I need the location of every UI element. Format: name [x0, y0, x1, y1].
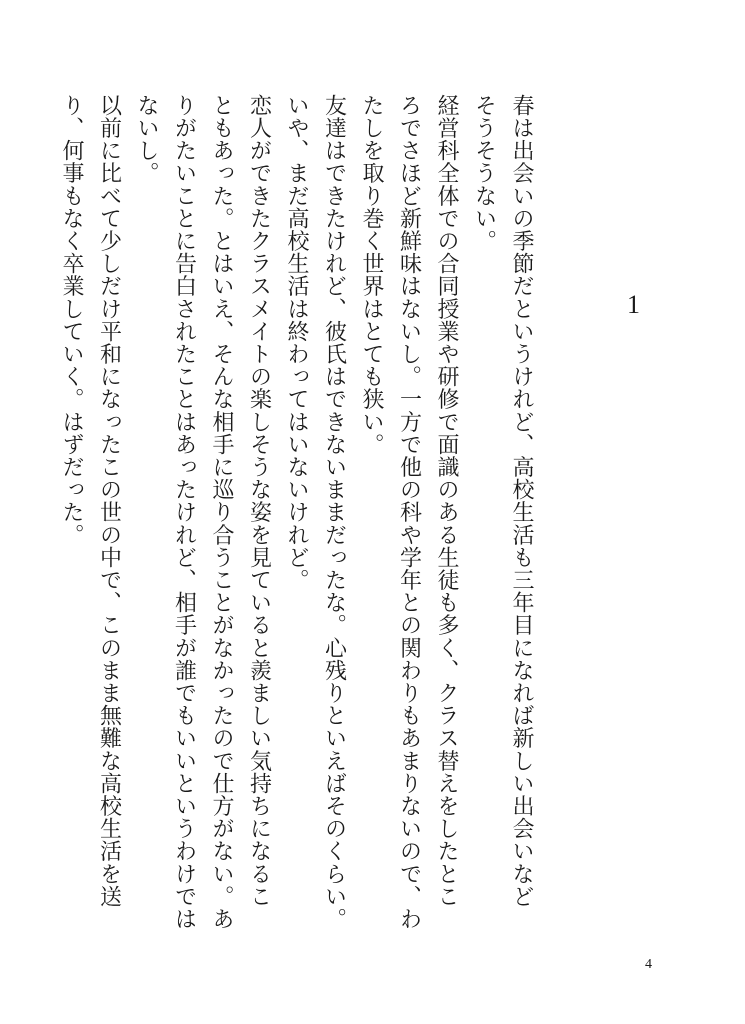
paragraph-5 [53, 94, 128, 974]
text-line: ろでさほど新鮮味はないし。一方で他の科や学年との関わりもあまりないので、わ [396, 94, 422, 931]
paragraph-1 [465, 94, 540, 974]
text-line: 恋人ができたクラスメイトの楽しそうな姿を見ていると羨ましい気持ちになるこ [246, 94, 272, 908]
text-line: 経営科全体での合同授業や研修で面識のある生徒も多く、クラス替えをしたとこ [434, 94, 459, 908]
text-line: りがたいことに告白されたことはあったけれど、相手が誰でもいいというわけでは [171, 94, 197, 931]
text-line: いや、まだ高校生活は終わってはいないけれど。 [284, 94, 309, 592]
chapter-number: 1 [627, 290, 640, 319]
text-line: 春は出会いの季節だというけれど、高校生活も三年目になれば新しい出会いなど [509, 94, 534, 908]
paragraph-3 [278, 94, 353, 974]
text-line: ないし。 [134, 94, 159, 185]
paragraph-2 [353, 94, 466, 974]
page-number: 4 [645, 957, 652, 972]
text-line: そうそうない。 [471, 94, 497, 253]
text-line: 友達はできたけれど、彼氏はできないままだったな。心残りといえばそのくらい。 [321, 94, 347, 931]
text-line: 以前に比べて少しだけ平和になったこの世の中で、このまま無難な高校生活を送 [96, 94, 122, 908]
text-line: ともあった。とはいえ、そんな相手に巡り合うことがなかったので仕方がない。あ [209, 94, 234, 931]
body-text [53, 94, 541, 974]
text-line: り、何事もなく卒業していく。はずだった。 [59, 94, 84, 546]
text-line: たしを取り巻く世界はとても狭い。 [359, 94, 384, 456]
paragraph-4 [128, 94, 278, 974]
